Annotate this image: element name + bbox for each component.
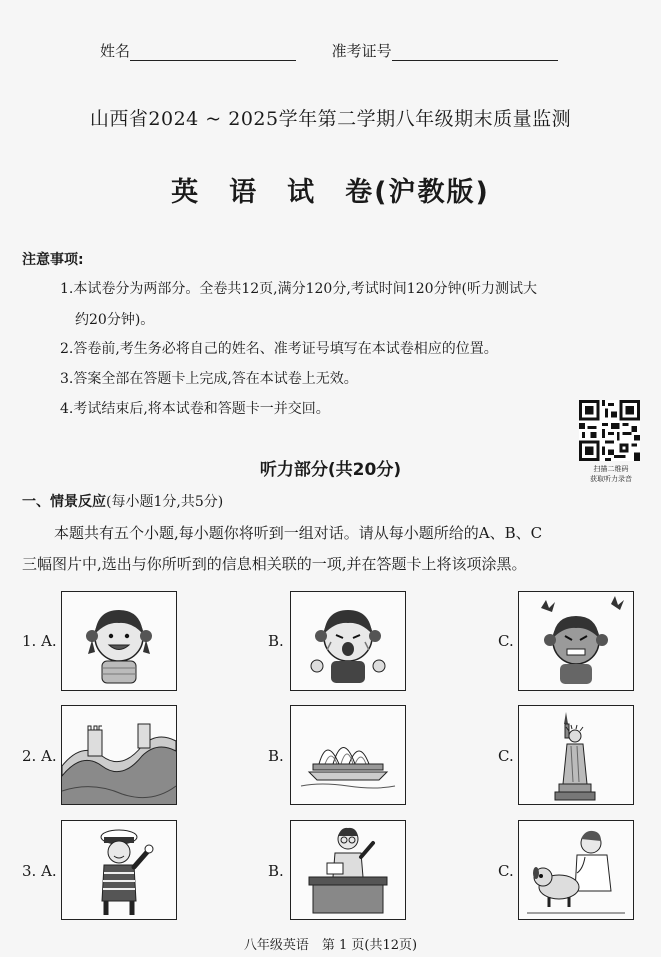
q2-option-c-label: C. — [498, 747, 514, 765]
vet-doctor-icon — [519, 821, 633, 919]
statue-of-liberty-icon — [519, 706, 633, 804]
section-1-points: (每小题1分,共5分) — [106, 494, 224, 510]
q1-option-a-label: 1. A. — [22, 632, 57, 650]
note-item-4: 4.考试结束后,将本试卷和答题卡一并交回。 — [60, 401, 330, 417]
page-footer: 八年级英语 第 1 页(共12页) — [243, 938, 418, 953]
q2-option-a-picture[interactable] — [61, 705, 177, 805]
sydney-opera-house-icon — [291, 706, 405, 804]
q3-option-c-label: C. — [498, 862, 514, 880]
q1-option-b-picture[interactable] — [290, 591, 406, 691]
q3-option-a-picture[interactable] — [61, 820, 177, 920]
q1-option-b-label: B. — [268, 632, 284, 650]
listening-section-title: 听力部分(共20分) — [259, 460, 402, 480]
qr-caption-line-2: 获取听力录音 — [590, 475, 632, 483]
section-1-name: 一、情景反应 — [22, 494, 106, 510]
notes-heading: 注意事项: — [22, 252, 84, 268]
candidate-info-row — [100, 40, 558, 61]
teacher-icon — [291, 821, 405, 919]
qr-caption-line-1: 扫描二维码 — [593, 465, 629, 473]
great-wall-icon — [62, 706, 176, 804]
crying-girl-icon — [291, 592, 405, 690]
q1-option-c-picture[interactable] — [518, 591, 634, 691]
q2-option-b-picture[interactable] — [290, 705, 406, 805]
instructions-line-2: 三幅图片中,选出与你所听到的信息相关联的一项,并在答题卡上将该项涂黑。 — [22, 555, 527, 573]
instructions-line-1: 本题共有五个小题,每小题你将听到一组对话。请从每小题所给的A、B、C — [54, 524, 543, 542]
police-officer-icon — [62, 821, 176, 919]
note-item-2: 2.答卷前,考生务必将自己的姓名、准考证号填写在本试卷相应的位置。 — [60, 341, 498, 357]
q1-option-c-label: C. — [498, 632, 514, 650]
smiling-girl-icon — [62, 592, 176, 690]
exam-number-label: 准考证号 — [331, 42, 392, 60]
q3-option-c-picture[interactable] — [518, 820, 634, 920]
name-blank[interactable] — [130, 42, 296, 61]
note-item-1-continued: 约20分钟)。 — [75, 312, 155, 328]
name-label: 姓名 — [100, 42, 131, 60]
exam-number-blank[interactable] — [392, 42, 558, 61]
exam-title: 英 语 试 卷(沪教版) — [171, 177, 490, 208]
q2-option-c-picture[interactable] — [518, 705, 634, 805]
exam-subtitle: 山西省2024 ~ 2025学年第二学期八年级期末质量监测 — [89, 108, 572, 130]
note-item-3: 3.答案全部在答题卡上完成,答在本试卷上无效。 — [60, 371, 358, 387]
section-1-title — [22, 491, 223, 511]
angry-girl-icon — [519, 592, 633, 690]
q1-option-a-picture[interactable] — [61, 591, 177, 691]
q3-option-b-picture[interactable] — [290, 820, 406, 920]
qr-code-icon[interactable] — [579, 400, 640, 461]
q2-option-b-label: B. — [268, 747, 284, 765]
note-item-1: 1.本试卷分为两部分。全卷共12页,满分120分,考试时间120分钟(听力测试大 — [60, 281, 537, 297]
q2-option-a-label: 2. A. — [22, 747, 57, 765]
q3-option-b-label: B. — [268, 862, 284, 880]
q3-option-a-label: 3. A. — [22, 862, 57, 880]
